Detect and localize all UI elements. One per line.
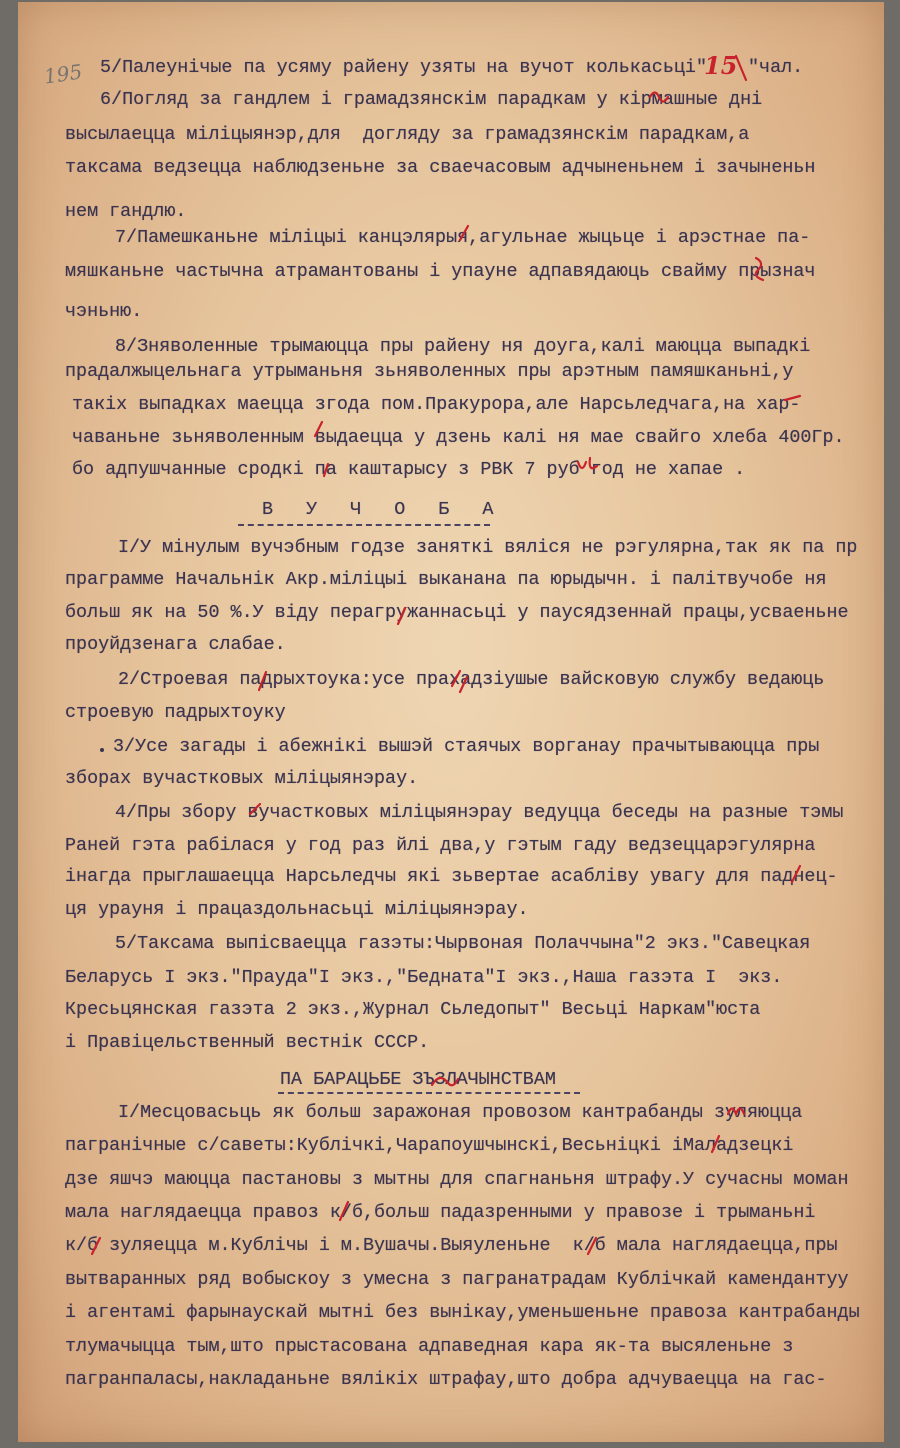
- text-line: к/б зуляецца м.Кублічы і м.Вушачы.Выяуленьне к/б мала наглядаецца,пры: [65, 1235, 838, 1256]
- text-line: 4/Пры збору вучастковых міліцыянэрау ведуцца беседы на разные тэмы: [115, 802, 844, 823]
- text-line: праграмме Начальнік Акр.міліцыі выканана па юрыдычн. і палітвучобе ня: [65, 569, 827, 590]
- text-line: мяшканьне частычна атрамантованы і упауне адпавядаюць свайму прызнач: [65, 261, 816, 282]
- text-line: "чал.: [748, 57, 804, 78]
- archive-page-mark: 195: [42, 59, 84, 89]
- text-line: І/Месцовасьць як больш заражоная провозом кантрабанды зуляюцца: [118, 1102, 803, 1123]
- text-line: прадалжыцельнага утрыманьня зьняволенных пры арэтным памяшканьні,у: [65, 361, 794, 382]
- text-line: інагда прыглашаецца Нарсьледчы які зьвертае асабліву увагу для паднец-: [65, 866, 838, 887]
- text-line: зборах вучастковых міліцыянэрау.: [65, 768, 419, 789]
- text-line: таксама ведзецца наблюдзеньне за сваечасовым адчыненьнем і зачыненьн: [65, 157, 816, 178]
- text-line: 3/Усе загады і абежнікі вышэй стаячых ворганау прачытываюцца пры: [113, 736, 820, 757]
- text-line: Беларусь І экз."Прауда"І экз.,"Бедната"І экз.,Наша газэта І экз.: [65, 967, 783, 988]
- text-line: Кресьцянская газэта 2 экз.,Журнал Сьледопыт" Весьці Наркам"юста: [65, 999, 761, 1020]
- text-line: чаваньне зьняволенным выдаецца у дзень калі ня мае свайго хлеба 400Гр.: [72, 427, 845, 448]
- text-line: 6/Погляд за гандлем і грамадзянскім парадкам у кірмашные дні: [100, 89, 763, 110]
- text-line: бо адпушчанные сродкі па каштарысу з РВК 7 руб год не хапае .: [72, 459, 746, 480]
- text-line: высылаецца міліцыянэр,для догляду за грамадзянскім парадкам,а: [65, 124, 750, 145]
- text-line: вытваранных ряд вобыскоу з умесна з пагранатрадам Кублічкай камендантуу: [65, 1269, 849, 1290]
- text-line: такіх выпадках маецца згода пом.Пракурора,але Нарсьледчага,на хар-: [72, 394, 801, 415]
- text-line: мала наглядаецца правоз к/б,больш падазренными у правозе і трыманьні: [65, 1202, 816, 1223]
- ink-dot: [100, 748, 104, 752]
- heading-underline: [238, 524, 490, 526]
- text-line: і Правіцельственный вестнік СССР.: [65, 1032, 430, 1053]
- text-line: і агентамі фарынаускай мытні без вынікау,уменьшеньне правоза кантрабанды: [65, 1302, 860, 1323]
- section-heading-crime: ПА БАРАЦЬБЕ ЗЪЗЛАЧЫНСТВАМ: [280, 1069, 556, 1090]
- heading-underline: [278, 1092, 580, 1094]
- text-line: пагранпаласы,накладаньне вялікіх штрафау,што добра адчуваецца на гас-: [65, 1369, 827, 1390]
- text-line: 2/Строевая падрыхтоука:усе прахадзіушые вайсковую службу ведаюць: [118, 669, 825, 690]
- text-line: ця урауня і працаздольнасьці міліцыянэрау.: [65, 899, 529, 920]
- text-line: нем гандлю.: [65, 201, 187, 222]
- text-line: І/У мінулым вучэбным годзе заняткі вяліся не рэгулярна,так як па пр: [118, 537, 858, 558]
- text-line: 8/Зняволенные трымаюцца пры райену ня доуга,калі маюцца выпадкі: [115, 336, 811, 357]
- text-line: чэньню.: [65, 301, 143, 322]
- text-line: 5/Таксама выпісваецца газэты:Чырвоная Полаччына"2 экз."Савецкая: [115, 933, 811, 954]
- text-line: Раней гэта рабілася у год раз йлі два,у гэтым гаду ведзеццарэгулярна: [65, 835, 816, 856]
- text-line: тлумачыцца тым,што прыстасована адпаведная кара як-та высяленьне з: [65, 1336, 794, 1357]
- text-line: проуйдзенага слабае.: [65, 634, 286, 655]
- text-line: 7/Памешканьне міліцыі канцэлярыя,агульнае жыцьце і арэстнае па-: [115, 227, 811, 248]
- text-line: больш як на 50 %.У віду перагружаннасьці у паусядзеннай працы,усваеньне: [65, 602, 849, 623]
- section-heading-study: В У Ч О Б А: [262, 499, 505, 520]
- text-line: строевую падрыхтоуку: [65, 702, 286, 723]
- text-line: 5/Палеунічые па усяму райену узяты на вучот колькасьці": [100, 57, 707, 78]
- text-line: пагранічные с/саветы:Кублічкі,Чарапоушчынскі,Весьніцкі іМаладзецкі: [65, 1135, 794, 1156]
- text-line: дзе яшчэ маюцца пастановы з мытны для спагнаньня штрафу.У сучасны моман: [65, 1169, 849, 1190]
- handwritten-count: 15: [704, 51, 738, 80]
